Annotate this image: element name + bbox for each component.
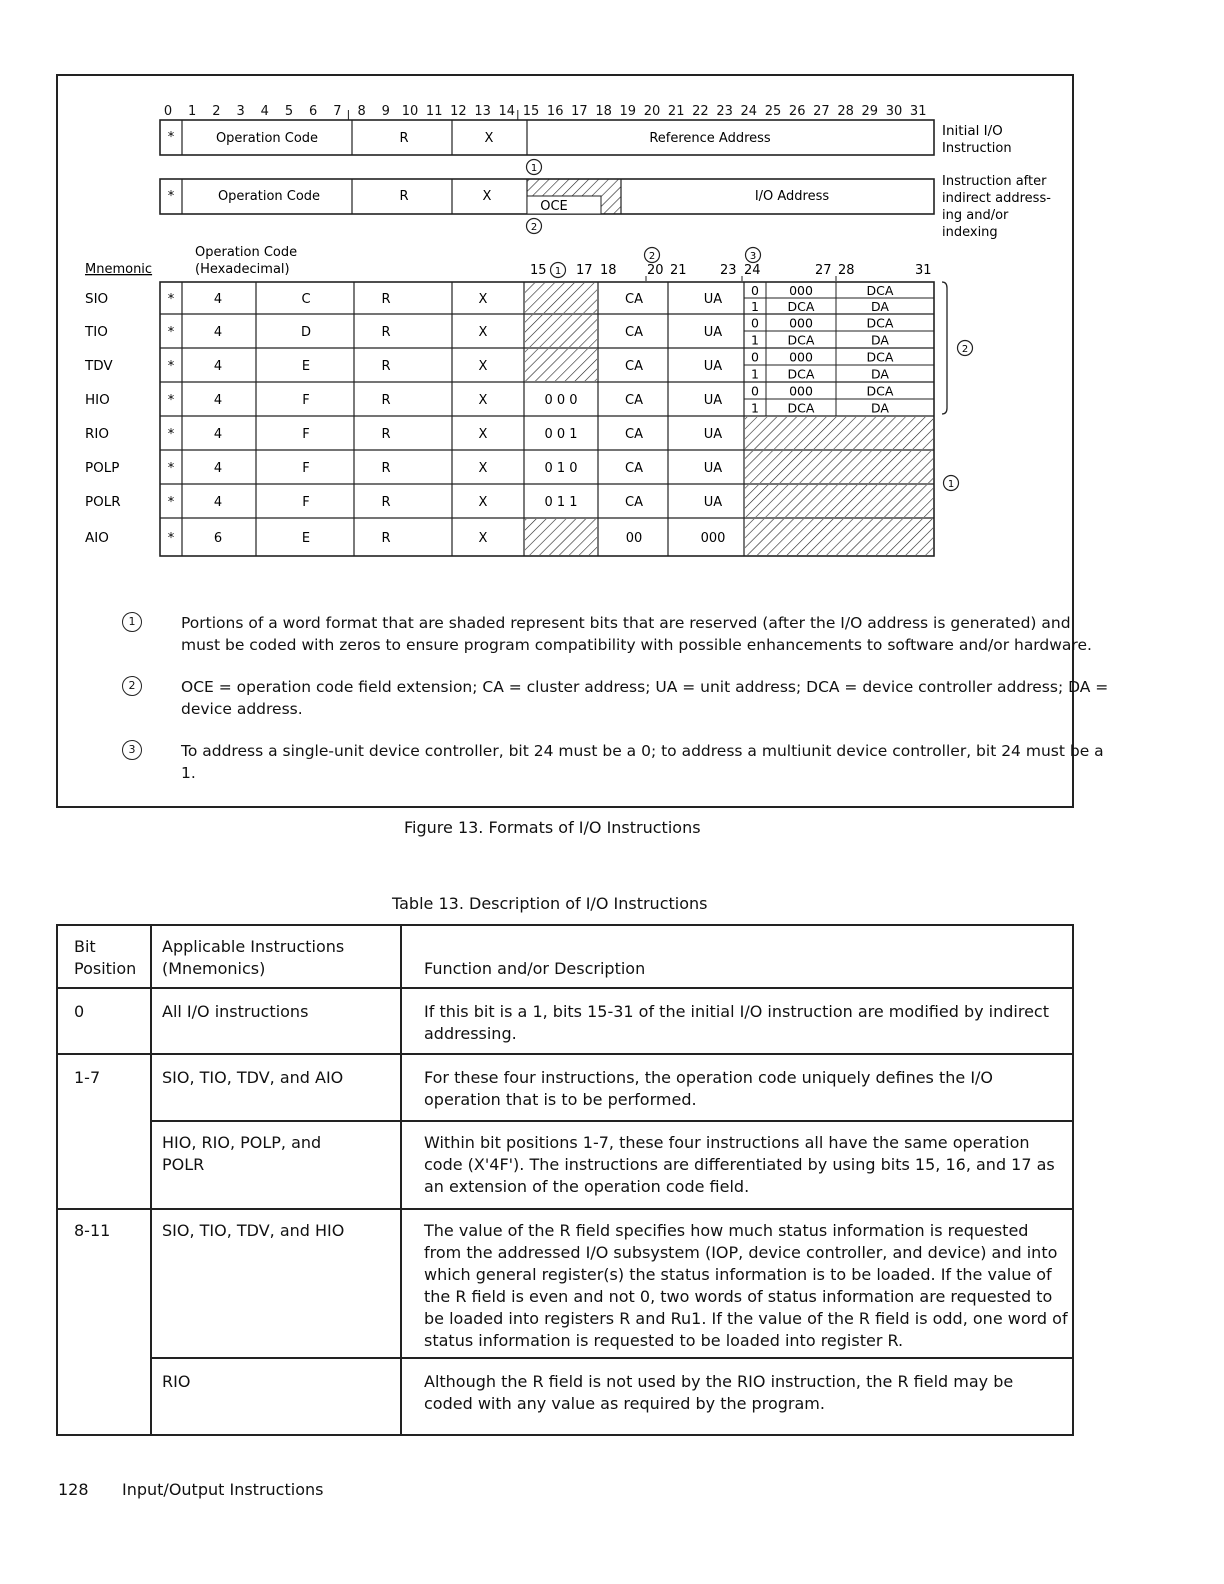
bit-number-ruler [164,104,927,120]
device-field: DA [871,400,889,416]
device-field: DCA [866,283,894,298]
bit-number: 2 [212,104,221,119]
initial-instruction-format [160,120,1012,156]
device-controller-field: 000 [789,383,813,399]
row-3-function: The value of the R field specifies how much status information is requested from the addressed I/O subsystem (IOP, device controller, and device) and into which general register(s) the status information is to be loaded. If the value of the R field is even and not 0, two words of status information are requested to be loaded into registers R and Ru1. If the value of the R field is odd, one word of status information is requested to be loaded into register R. [424,1221,1068,1350]
bit-24-value: 0 [751,315,759,331]
initial-reference-address: Reference Address [649,131,771,146]
svg-text:1: 1 [947,479,955,490]
bit-number: 26 [788,104,806,119]
bit-number: 10 [401,104,419,119]
reserved-hatch [525,315,597,347]
bit-number: 6 [309,104,318,119]
row-2-function: Within bit positions 1-7, these four instructions all have the same operation code (X'4F'). The instructions are differentiated by using bits 15, 16, and 17 as an extension of the operation code field. [424,1133,1055,1196]
after-opcode-field: Operation Code [217,189,321,204]
reserved-hatch [745,519,933,555]
after-x-field: X [482,189,492,204]
bit-number: 5 [284,104,294,119]
bit-number: 11 [425,104,443,119]
cluster-address: CA [625,325,643,340]
opcode-hex-low: F [302,495,310,510]
row-0-bit: 0 [74,1002,85,1021]
opcode-hex-low: E [301,359,311,374]
after-indexing-instruction-format [160,174,1051,240]
note-3-marker: 3 [122,740,142,760]
unit-address: UA [703,393,723,408]
indirect-flag: * [167,495,175,510]
initial-indirect-flag: * [167,130,175,145]
row-0-function: If this bit is a 1, bits 15-31 of the initial I/O instruction are modified by indirect addressing. [424,1002,1049,1043]
bit-number: 14 [498,104,516,119]
opcode-hex-high: 4 [213,427,223,442]
mnemonic-polp: POLP [85,460,120,476]
reserved-hatch [745,485,933,517]
cluster-address: CA [625,393,643,408]
instruction-rows [84,282,934,556]
row-4-applicable: RIO [162,1372,191,1391]
device-controller-field: 000 [789,315,813,331]
opcode-hex-high: 6 [213,531,223,546]
reserved-hatch-15-16 [527,179,601,196]
unit-address: UA [703,359,723,374]
bit-24-value: 1 [751,299,759,314]
indirect-flag: * [167,325,175,340]
bit-number: 30 [885,104,903,119]
device-field: DCA [866,315,894,331]
reserved-hatch [525,283,597,313]
mnemonic-table-header [85,245,932,281]
header-bit-20: 20 [647,263,664,278]
mnemonic-tdv: TDV [85,358,113,374]
bit-number: 29 [861,104,879,119]
bit-number: 21 [667,104,685,119]
cluster-address: CA [625,461,643,476]
bit-24-value: 0 [751,349,759,365]
cluster-address: CA [625,359,643,374]
cluster-address: CA [625,292,643,307]
bit-number: 17 [571,104,588,119]
after-r-field: R [399,189,409,204]
device-controller-field: DCA [787,366,815,382]
row-4-function: Although the R field is not used by the RIO instruction, the R field may be coded with any value as required by the program. [424,1372,1014,1413]
bit-number: 25 [764,104,782,119]
row-1-applicable: SIO, TIO, TDV, and AIO [162,1068,344,1087]
unit-address: UA [703,325,723,340]
after-side-label-1: Instruction after [942,174,1047,189]
cluster-address: CA [625,495,643,510]
r-field: R [381,427,391,442]
page-number: 128 [58,1480,89,1499]
bit-24-value: 0 [751,283,759,298]
bit-number: 13 [474,104,491,119]
mnemonic-sio: SIO [85,291,109,307]
unit-address: UA [703,495,723,510]
opcode-extension: 0 0 0 [544,393,578,408]
bit-number: 7 [333,104,342,119]
bit-24-value: 1 [751,366,759,382]
r-field: R [381,461,391,476]
mnemonic-hio: HIO [85,392,110,408]
opcode-hex-low: F [302,427,310,442]
opcode-hex-low: E [301,531,311,546]
marker-2-circle [527,219,542,234]
initial-x-field: X [484,131,494,146]
opcode-hex-high: 4 [213,359,223,374]
opcode-extension: 0 1 0 [544,461,578,476]
r-field: R [381,531,391,546]
opcode-hex-high: 4 [213,325,223,340]
bit-number: 8 [357,104,366,119]
indirect-flag: * [167,393,175,408]
bit-number: 24 [740,104,758,119]
device-controller-field: DCA [787,299,815,314]
device-controller-field: DCA [787,400,815,416]
x-field: X [478,359,488,374]
indirect-flag: * [167,292,175,307]
bit-24-value: 1 [751,332,759,348]
svg-text:1: 1 [554,266,562,277]
header-bit-31: 31 [915,263,932,278]
row-2-applicable: HIO, RIO, POLP, and POLR [162,1133,322,1174]
marker-3-header [746,248,761,263]
opcode-hex-low: F [302,461,310,476]
opcode-hex-high: 4 [213,461,223,476]
indirect-flag: * [167,427,175,442]
bit-number: 22 [692,104,709,119]
r-field: R [381,393,391,408]
bit-24-value: 0 [751,383,759,399]
header-bit-23: 23 [720,263,737,278]
after-indirect-flag: * [167,189,175,204]
svg-text:2: 2 [648,251,656,262]
device-controller-field: 000 [789,349,813,365]
bit-number: 1 [188,104,197,119]
bit-number: 12 [450,104,467,119]
bit-number: 9 [381,104,390,119]
r-field: R [381,292,391,307]
bit-number: 23 [716,104,733,119]
footer-section: Input/Output Instructions [122,1480,324,1499]
mnemonic-polr: POLR [85,494,121,510]
bit-number: 31 [909,104,927,119]
opcode-hex-high: 4 [213,495,223,510]
reserved-hatch [745,451,933,483]
bit-24-value: 1 [751,400,759,416]
note-1-marker: 1 [122,612,142,632]
bit-number: 0 [163,104,173,119]
bit-number: 18 [595,104,612,119]
table-head-bit: Bit Position [74,937,137,978]
note-2-text: OCE = operation code field extension; CA = cluster address; UA = unit address; DCA = device controller address; DA = device address. [181,678,1109,718]
unit-address: UA [703,461,723,476]
marker-1-header [551,263,566,278]
x-field: X [478,495,488,510]
header-opcode-2: (Hexadecimal) [195,262,290,277]
bit-number: 3 [236,104,245,119]
opcode-extension: 0 0 1 [544,427,578,442]
r-field: R [381,325,391,340]
note-3-text: To address a single-unit device controller, bit 24 must be a 0; to address a multiunit device controller, bit 24 must be a 1. [181,742,1104,782]
unit-address: UA [703,292,723,307]
initial-side-label-2: Instruction [942,141,1012,156]
mnemonic-tio: TIO [85,324,108,340]
row-1-bit: 1-7 [74,1068,101,1087]
indirect-flag: * [167,359,175,374]
after-side-label-4: indexing [942,225,998,240]
right-marker-1 [944,476,959,491]
cluster-address: 00 [625,531,643,546]
opcode-hex-low: C [301,292,311,307]
svg-text:2: 2 [961,344,969,355]
row-1-function: For these four instructions, the operation code uniquely defines the I/O operation that is to be performed. [424,1068,994,1109]
x-field: X [478,427,488,442]
bit-number: 27 [813,104,830,119]
header-bit-17: 17 [576,263,593,278]
device-field: DA [871,299,889,314]
bit-number: 20 [643,104,661,119]
opcode-hex-high: 4 [213,393,223,408]
reserved-hatch [525,349,597,381]
x-field: X [478,461,488,476]
initial-side-label-1: Initial I/O [942,123,1003,139]
indirect-flag: * [167,461,175,476]
header-bit-24: 24 [744,263,761,278]
r-field: R [381,495,391,510]
reserved-hatch [745,417,933,449]
svg-text:2: 2 [530,222,538,233]
device-field: DA [871,332,889,348]
bit-number: 15 [522,104,540,119]
row-3-bit: 8-11 [74,1221,111,1240]
bit-number: 4 [260,104,269,119]
note-1-text: Portions of a word format that are shaded represent bits that are reserved (after the I/O address is generated) and must be coded with zeros to ensure program compatibility with possible enhancements to software and/or hardware. [181,614,1092,654]
reserved-hatch [525,519,597,555]
unit-address: UA [703,427,723,442]
indirect-flag: * [167,531,175,546]
device-controller-field: DCA [787,332,815,348]
opcode-extension: 0 1 1 [544,495,578,510]
io-address-field: I/O Address [754,189,830,204]
device-field: DCA [866,349,894,365]
table-13 [56,924,1074,1436]
x-field: X [478,393,488,408]
after-side-label-3: ing and/or [942,208,1009,223]
header-opcode-1: Operation Code [195,245,298,260]
table-head-applicable: Applicable Instructions (Mnemonics) [162,937,345,978]
row-0-applicable: All I/O instructions [162,1002,309,1021]
right-bracket-2 [942,282,973,414]
figure-caption: Figure 13. Formats of I/O Instructions [404,818,701,837]
marker-2-header [645,248,660,263]
x-field: X [478,292,488,307]
row-3-applicable: SIO, TIO, TDV, and HIO [162,1221,345,1240]
initial-opcode-field: Operation Code [215,131,319,146]
unit-address: 000 [700,531,726,546]
header-bit-15: 15 [530,263,547,278]
mnemonic-rio: RIO [85,426,109,442]
table-caption: Table 13. Description of I/O Instructions [392,894,708,913]
bit-number: 19 [619,104,637,119]
bit-number: 28 [837,104,854,119]
bit-number: 16 [546,104,564,119]
after-side-label-2: indirect address- [942,191,1051,206]
header-bit-27: 27 [815,263,832,278]
figure-13-frame [56,74,1109,808]
cluster-address: CA [625,427,643,442]
oce-field: OCE [540,199,568,214]
svg-text:3: 3 [749,251,757,262]
header-bit-18: 18 [600,263,617,278]
device-field: DCA [866,383,894,399]
r-field: R [381,359,391,374]
marker-1-circle [527,160,542,175]
opcode-hex-low: F [302,393,310,408]
x-field: X [478,325,488,340]
svg-text:1: 1 [530,163,538,174]
mnemonic-aio: AIO [85,530,109,546]
reserved-hatch-17 [601,179,621,214]
initial-r-field: R [399,131,409,146]
opcode-hex-low: D [300,325,312,340]
device-field: DA [871,366,889,382]
x-field: X [478,531,488,546]
opcode-hex-high: 4 [213,292,223,307]
header-bit-28: 28 [838,263,855,278]
note-2-marker: 2 [122,676,142,696]
device-controller-field: 000 [789,283,813,298]
table-head-function: Function and/or Description [424,959,646,978]
header-mnemonic: Mnemonic [85,262,153,277]
header-bit-21: 21 [670,263,687,278]
